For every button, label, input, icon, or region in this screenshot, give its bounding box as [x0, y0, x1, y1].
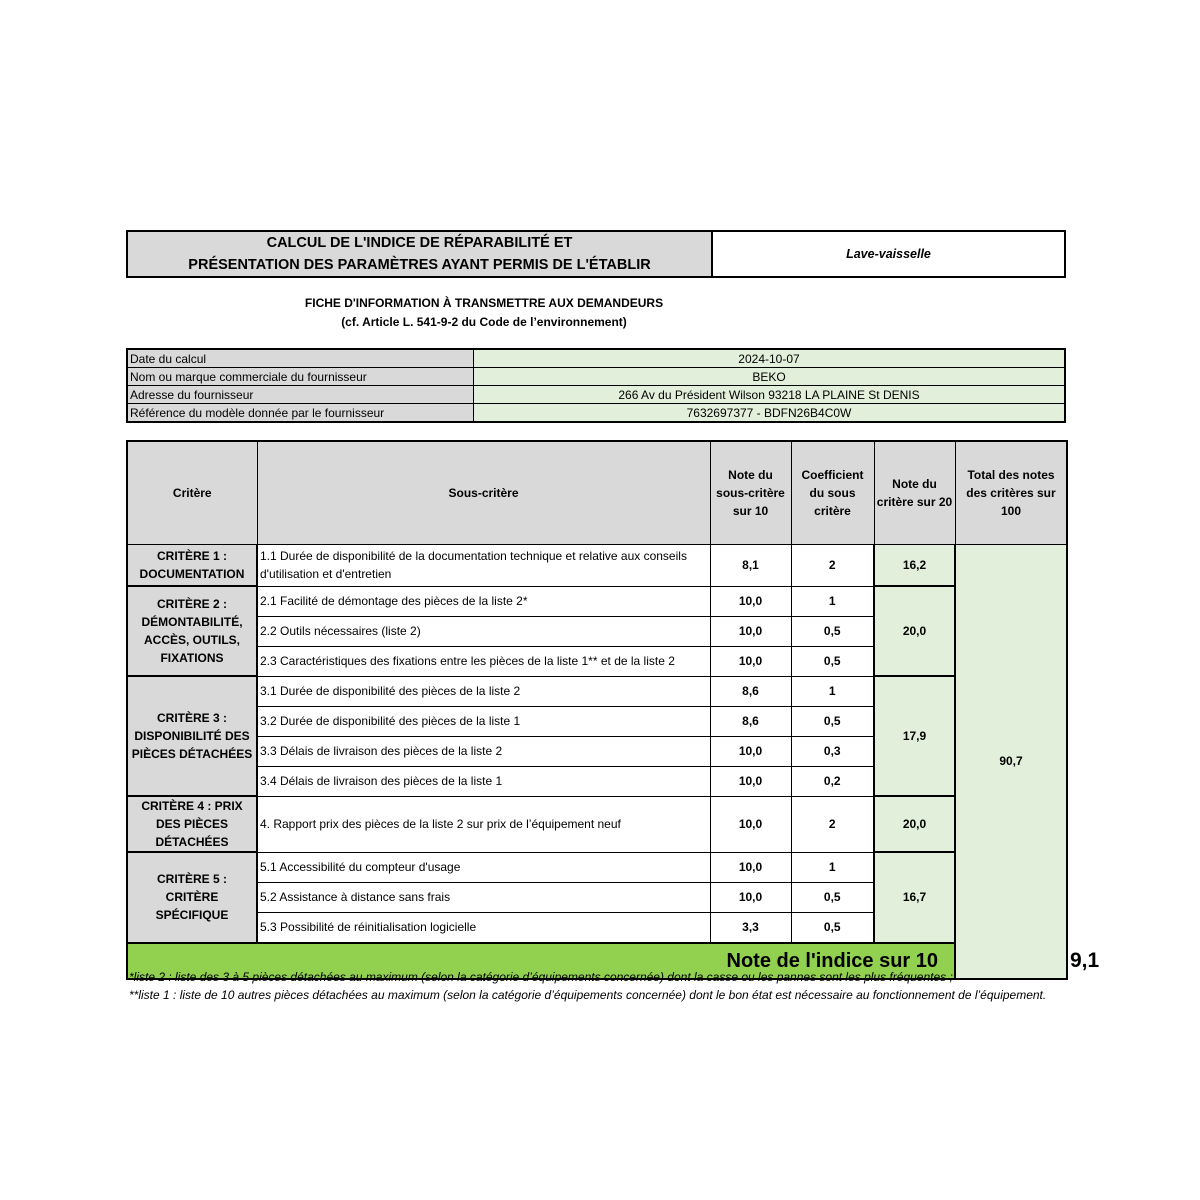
- info-label: Adresse du fournisseur: [127, 386, 474, 404]
- sub-criterion-coefficient: 1: [791, 586, 874, 616]
- table-row: [127, 676, 1067, 706]
- sub-criterion-label: 3.3 Délais de livraison des pièces de la liste 2: [257, 736, 710, 766]
- info-label: Nom ou marque commerciale du fournisseur: [127, 368, 474, 386]
- product-category: Lave-vaisselle: [711, 230, 1066, 278]
- sub-criterion-note: 10,0: [710, 736, 791, 766]
- document-header: [126, 230, 1066, 278]
- sub-criterion-coefficient: 0,5: [791, 706, 874, 736]
- footnote-liste-1: **liste 1 : liste de 10 autres pièces détachées au maximum (selon la catégorie d’équipements concernée) dont le bon état est nécessaire au fonctionnement de l’équipement.: [129, 987, 1047, 1002]
- header-total: Total des notes des critères sur 100: [955, 441, 1067, 545]
- sub-criterion-note: 8,1: [710, 545, 791, 587]
- header-note-sous-critere: Note du sous-critère sur 10: [710, 441, 791, 545]
- sub-criterion-note: 8,6: [710, 676, 791, 706]
- sub-criterion-coefficient: 0,5: [791, 912, 874, 943]
- sub-criterion-coefficient: 0,2: [791, 766, 874, 796]
- sub-criterion-note: 10,0: [710, 586, 791, 616]
- final-score-row: Note de l'indice sur 10 9,1: [127, 943, 1067, 979]
- supplier-info-table: [126, 348, 1066, 423]
- sub-criterion-note: 10,0: [710, 766, 791, 796]
- criterion-label: CRITÈRE 5 : CRITÈRE SPÉCIFIQUE: [127, 852, 257, 943]
- header-critere: Critère: [127, 441, 257, 545]
- criterion-label: CRITÈRE 4 : PRIX DES PIÈCES DÉTACHÉES: [127, 796, 257, 852]
- info-row: [127, 368, 1065, 386]
- info-label: Référence du modèle donnée par le fournisseur: [127, 404, 474, 423]
- subtitle-line-2: (cf. Article L. 541-9-2 du Code de l’environnement): [341, 315, 627, 329]
- info-row: [127, 349, 1065, 368]
- final-score-label: Note de l'indice sur 10: [127, 943, 955, 979]
- info-value: 7632697377 - BDFN26B4C0W: [474, 404, 1066, 423]
- sub-criterion-label: 4. Rapport prix des pièces de la liste 2 sur prix de l’équipement neuf: [257, 796, 710, 852]
- info-row: [127, 404, 1065, 423]
- sub-criterion-label: 2.3 Caractéristiques des fixations entre les pièces de la liste 1** et de la liste 2: [257, 646, 710, 676]
- sub-criterion-label: 3.2 Durée de disponibilité des pièces de la liste 1: [257, 706, 710, 736]
- sub-criterion-note: 10,0: [710, 616, 791, 646]
- repairability-score-table: [126, 440, 1100, 980]
- sub-criterion-note: 8,6: [710, 706, 791, 736]
- sub-criterion-coefficient: 1: [791, 676, 874, 706]
- subtitle: [126, 294, 842, 332]
- table-row: [127, 586, 1067, 616]
- sub-criterion-coefficient: 2: [791, 796, 874, 852]
- footnotes: [129, 969, 1059, 1004]
- table-header-row: [127, 441, 1067, 545]
- criterion-label: CRITÈRE 2 : DÉMONTABILITÉ, ACCÈS, OUTILS, FIXATIONS: [127, 586, 257, 676]
- info-value: BEKO: [474, 368, 1066, 386]
- sub-criterion-label: 2.2 Outils nécessaires (liste 2): [257, 616, 710, 646]
- document-title: [126, 230, 711, 278]
- table-row: [127, 796, 1067, 852]
- total-score: 90,7: [955, 545, 1067, 979]
- header-note-critere: Note du critère sur 20: [874, 441, 955, 545]
- subtitle-line-1: FICHE D'INFORMATION À TRANSMETTRE AUX DEMANDEURS: [304, 296, 664, 310]
- criterion-note: 17,9: [874, 676, 955, 796]
- sub-criterion-label: 3.1 Durée de disponibilité des pièces de la liste 2: [257, 676, 710, 706]
- criterion-note: 20,0: [874, 796, 955, 852]
- sub-criterion-coefficient: 1: [791, 852, 874, 882]
- table-row: [127, 545, 1067, 587]
- title-line-2: PRÉSENTATION DES PARAMÈTRES AYANT PERMIS DE L'ÉTABLIR: [188, 257, 651, 273]
- sub-criterion-note: 10,0: [710, 796, 791, 852]
- info-value: 2024-10-07: [474, 349, 1066, 368]
- header-coefficient: Coefficient du sous critère: [791, 441, 874, 545]
- sub-criterion-coefficient: 0,5: [791, 646, 874, 676]
- title-line-1: CALCUL DE L'INDICE DE RÉPARABILITÉ ET: [266, 235, 573, 251]
- sub-criterion-coefficient: 2: [791, 545, 874, 587]
- sub-criterion-label: 1.1 Durée de disponibilité de la documentation technique et relative aux conseils d'utilisation et d'entretien: [257, 545, 710, 587]
- sub-criterion-coefficient: 0,5: [791, 882, 874, 912]
- criterion-note: 20,0: [874, 586, 955, 676]
- info-row: [127, 386, 1065, 404]
- sub-criterion-label: 2.1 Facilité de démontage des pièces de la liste 2*: [257, 586, 710, 616]
- sub-criterion-label: 5.3 Possibilité de réinitialisation logicielle: [257, 912, 710, 943]
- sub-criterion-note: 10,0: [710, 646, 791, 676]
- criterion-note: 16,2: [874, 545, 955, 587]
- criterion-label: CRITÈRE 1 : DOCUMENTATION: [127, 545, 257, 587]
- table-row: [127, 852, 1067, 882]
- sub-criterion-note: 10,0: [710, 882, 791, 912]
- criterion-note: 16,7: [874, 852, 955, 943]
- footnote-liste-2: *liste 2 : liste des 3 à 5 pièces détachées au maximum (selon la catégorie d’équipements concernée) dont la casse ou les pannes sont les plus fréquentes ;: [129, 970, 953, 984]
- sub-criterion-note: 10,0: [710, 852, 791, 882]
- sub-criterion-label: 5.2 Assistance à distance sans frais: [257, 882, 710, 912]
- sub-criterion-label: 5.1 Accessibilité du compteur d'usage: [257, 852, 710, 882]
- sub-criterion-note: 3,3: [710, 912, 791, 943]
- criterion-label: CRITÈRE 3 : DISPONIBILITÉ DES PIÈCES DÉTACHÉES: [127, 676, 257, 796]
- info-label: Date du calcul: [127, 349, 474, 368]
- header-sous-critere: Sous-critère: [257, 441, 710, 545]
- sub-criterion-label: 3.4 Délais de livraison des pièces de la liste 1: [257, 766, 710, 796]
- sub-criterion-coefficient: 0,5: [791, 616, 874, 646]
- sub-criterion-coefficient: 0,3: [791, 736, 874, 766]
- info-value: 266 Av du Président Wilson 93218 LA PLAINE St DENIS: [474, 386, 1066, 404]
